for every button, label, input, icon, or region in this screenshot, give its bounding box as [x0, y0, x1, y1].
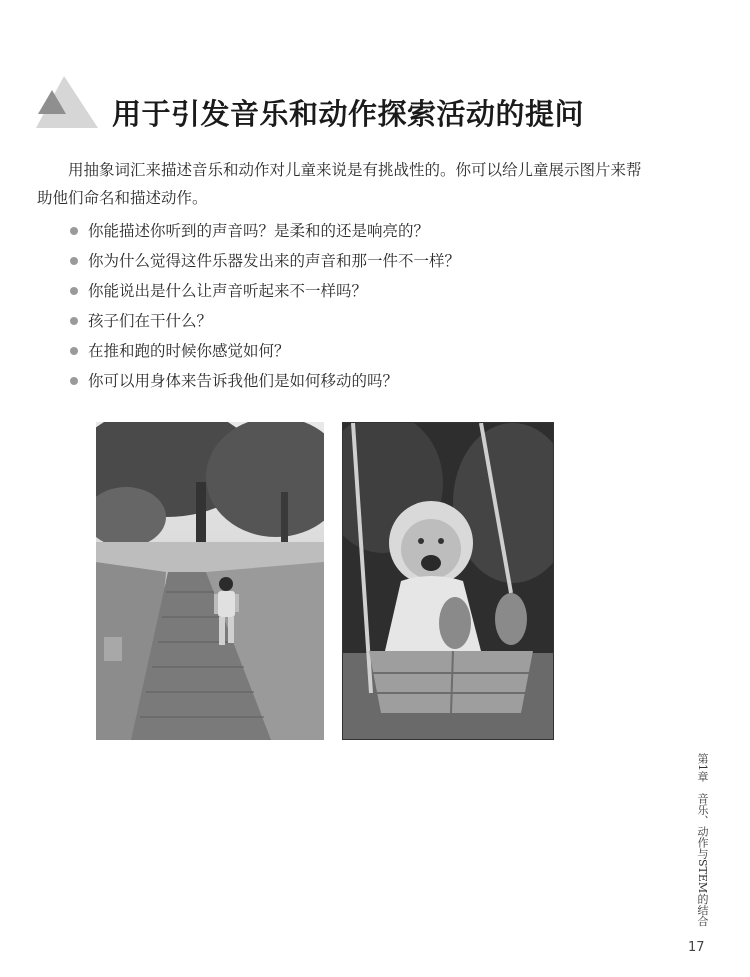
list-item [70, 246, 460, 276]
list-item [70, 276, 460, 306]
question-list [70, 216, 460, 396]
question-text: 你能描述你听到的声音吗？是柔和的还是响亮的？ [88, 222, 430, 240]
bullet-icon [70, 317, 78, 325]
bullet-icon [70, 287, 78, 295]
question-text: 你能说出是什么让声音听起来不一样吗？ [88, 282, 368, 300]
photo-toddler-swing [342, 422, 554, 740]
intro-text: 用抽象词汇来描述音乐和动作对儿童来说是有挑战性的。你可以给儿童展示图片来帮助他们命名和描述动作。 [37, 161, 642, 207]
bullet-icon [70, 257, 78, 265]
bullet-icon [70, 377, 78, 385]
bullet-icon [70, 347, 78, 355]
chapter-sidebar-label: 第1章 音乐、动作与STEM的结合 [696, 753, 709, 927]
list-item [70, 216, 460, 246]
section-title: 用于引发音乐和动作探索活动的提问 [112, 97, 585, 131]
bullet-icon [70, 227, 78, 235]
question-text: 孩子们在干什么？ [88, 312, 213, 330]
list-item [70, 366, 460, 396]
list-item [70, 336, 460, 366]
question-text: 在推和跑的时候你感觉如何？ [88, 342, 290, 360]
page-number: 17 [688, 940, 705, 955]
question-text: 你为什么觉得这件乐器发出来的声音和那一件不一样？ [88, 252, 461, 270]
intro-paragraph [37, 156, 647, 212]
triangle-decoration-icon [36, 76, 98, 128]
photo-child-walking [96, 422, 324, 740]
question-text: 你可以用身体来告诉我他们是如何移动的吗？ [88, 372, 399, 390]
list-item [70, 306, 460, 336]
